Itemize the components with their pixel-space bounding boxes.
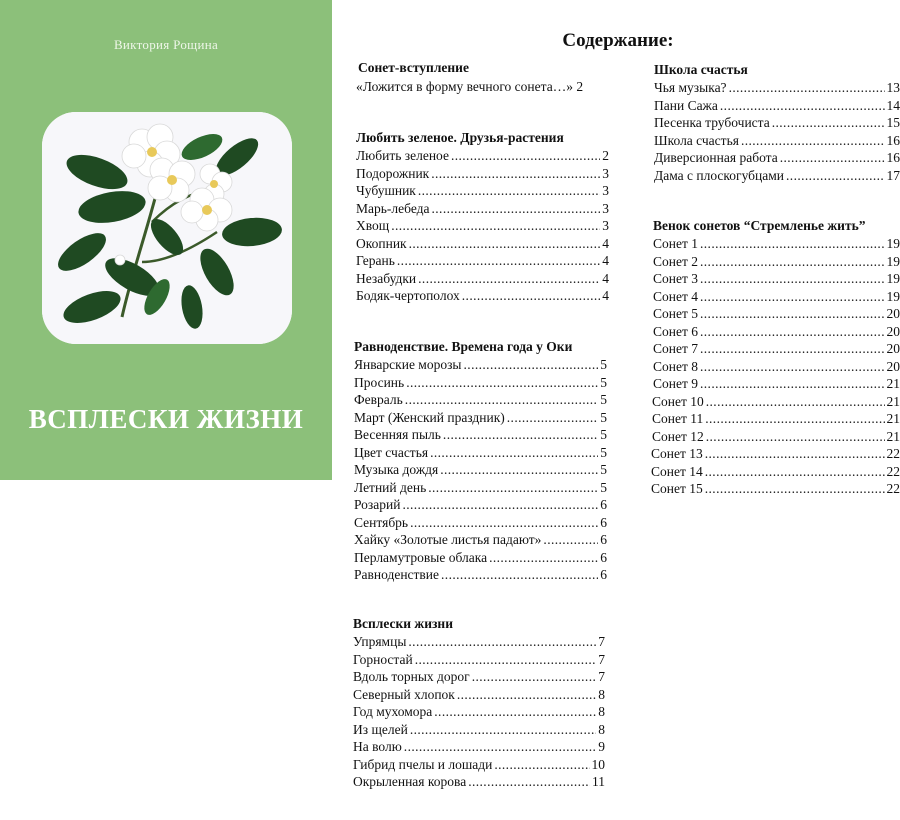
entry-page: 6: [600, 497, 607, 512]
entry-page: 8: [598, 686, 605, 702]
toc-entry: [354, 514, 607, 531]
entry-title: Упрямцы: [353, 634, 407, 649]
entry-page: 3: [602, 200, 609, 216]
toc-entry: [353, 686, 605, 703]
toc-entry: [654, 114, 900, 131]
entry-page: 4: [602, 235, 609, 251]
entry-page: 20: [886, 306, 900, 321]
entry-page: 19: [886, 271, 900, 286]
toc-entry: [353, 668, 605, 685]
entry-page: 5: [600, 427, 607, 442]
entry-title: Просинь: [354, 374, 405, 390]
cover-author: Виктория Рощина: [113, 37, 219, 52]
entry-title: Хвощ: [356, 218, 390, 233]
entry-title: Сонет 14: [651, 463, 703, 479]
toc-entry: [356, 78, 583, 95]
entry-title: Сентябрь: [354, 514, 409, 530]
entry-title: Северный хлопок: [353, 686, 455, 702]
entry-page: 20: [886, 341, 900, 356]
entry-page: 20: [886, 358, 900, 374]
entry-page: 2: [576, 79, 584, 94]
entry-title: Чубушник: [356, 183, 416, 198]
toc-entry: [356, 270, 609, 287]
toc-entry: [653, 340, 900, 357]
entry-title: Песенка трубочиста: [654, 115, 770, 130]
entry-page: 4: [602, 253, 609, 268]
entry-page: 9: [598, 739, 605, 754]
entry-title: Сонет 13: [651, 446, 703, 461]
entry-page: 5: [600, 444, 607, 460]
entry-title: Музыка дождя: [354, 462, 439, 477]
entry-title: Подорожник: [356, 165, 430, 181]
toc-entry: [354, 479, 607, 496]
entry-page: 3: [602, 183, 609, 198]
toc-entry: [653, 375, 900, 392]
entry-title: Школа счастья: [654, 132, 739, 148]
jasmine-photo: [42, 112, 292, 344]
entry-page: 19: [886, 236, 900, 251]
entry-title: Из щелей: [353, 721, 408, 737]
entry-title: Гибрид пчелы и лошади: [353, 756, 493, 772]
entry-page: 5: [600, 462, 607, 477]
entry-title: Сонет 11: [652, 411, 704, 426]
entry-page: 22: [886, 446, 900, 461]
toc-entry: [353, 756, 605, 773]
entry-page: 8: [598, 721, 605, 737]
entry-title: Сонет 15: [651, 481, 703, 496]
entry-title: Незабудки: [356, 270, 417, 286]
toc-entry: [651, 463, 900, 480]
toc-entry: [353, 633, 605, 650]
toc-entry: [356, 217, 609, 234]
toc-entry: [354, 566, 607, 583]
toc-entry: [353, 773, 605, 790]
entry-page: 6: [600, 567, 607, 582]
entry-page: 21: [886, 393, 900, 409]
entry-page: 8: [598, 704, 605, 719]
entry-title: На волю: [353, 739, 402, 754]
entry-page: 5: [600, 357, 607, 372]
entry-title: Бодяк-чертополох: [356, 288, 460, 303]
toc-entry: [354, 549, 607, 566]
entry-page: 14: [886, 97, 900, 113]
toc-entry: [356, 147, 609, 164]
toc-entry: [653, 358, 900, 375]
entry-title: Февраль: [354, 392, 403, 407]
entry-page: 22: [886, 463, 900, 479]
entry-title: Дама с плоскогубцами: [654, 167, 785, 183]
entry-title: Горностай: [353, 651, 413, 667]
entry-page: 7: [598, 669, 605, 684]
entry-page: 16: [886, 132, 900, 148]
toc-entry: [652, 410, 900, 427]
entry-page: 21: [886, 428, 900, 444]
entry-title: Пани Сажа: [654, 97, 718, 113]
toc-entry: [354, 531, 607, 548]
section-title: Школа счастья: [654, 62, 748, 77]
contents-heading: Содержание:: [562, 30, 674, 51]
section-title: Венок сонетов “Стремленье жить”: [653, 218, 866, 233]
toc-entry: [356, 165, 609, 182]
entry-page: 15: [886, 115, 900, 130]
toc-entry: [356, 200, 609, 217]
toc-entry: [353, 738, 605, 755]
entry-title: Розарий: [354, 497, 401, 512]
entry-page: 6: [600, 532, 607, 547]
toc-entry: [653, 323, 900, 340]
entry-page: 11: [592, 774, 605, 789]
entry-page: 22: [886, 481, 900, 496]
entry-title: Сонет 7: [653, 341, 698, 356]
toc-entry: [353, 703, 605, 720]
entry-title: Сонет 1: [653, 236, 698, 251]
toc-entry: [354, 409, 607, 426]
entry-page: 6: [600, 514, 607, 530]
toc-entry: [653, 288, 900, 305]
entry-title: Окрыленная корова: [353, 774, 467, 789]
entry-title: Сонет 9: [653, 376, 698, 391]
toc-entry: [354, 356, 607, 373]
entry-title: Сонет 4: [653, 288, 698, 304]
entry-title: Диверсионная работа: [654, 150, 778, 165]
entry-page: 13: [886, 80, 900, 95]
entry-title: Летний день: [354, 479, 427, 495]
toc-entry: [356, 252, 609, 269]
toc-entry: [653, 235, 900, 252]
entry-title: Сонет 8: [653, 358, 698, 374]
entry-page: 2: [602, 148, 609, 163]
entry-page: 5: [600, 374, 607, 390]
toc-entry: [654, 97, 900, 114]
toc-entry: [354, 496, 607, 513]
entry-title: Цвет счастья: [354, 444, 429, 460]
toc-entry: [654, 149, 900, 166]
section-title: Равноденствие. Времена года у Оки: [354, 339, 573, 354]
toc-entry: [353, 651, 605, 668]
toc-entry: [356, 182, 609, 199]
entry-title: Окопник: [356, 235, 407, 251]
book-cover: [0, 0, 332, 480]
entry-page: 19: [886, 253, 900, 269]
entry-title: Перламутровые облака: [354, 549, 488, 565]
entry-page: 3: [602, 218, 609, 233]
entry-page: 20: [886, 323, 900, 339]
entry-title: «Ложится в форму вечного сонета…»: [356, 79, 573, 94]
cover-title: ВСПЛЕСКИ ЖИЗНИ: [28, 404, 304, 434]
toc-entry: [653, 270, 900, 287]
entry-page: 3: [602, 165, 609, 181]
entry-page: 21: [886, 411, 900, 426]
section-title: Всплески жизни: [353, 616, 453, 631]
entry-title: Март (Женский праздник): [354, 409, 505, 425]
toc-entry: [652, 393, 900, 410]
toc-entry: [354, 391, 607, 408]
toc-entry: [654, 79, 900, 96]
toc-entry: [354, 426, 607, 443]
entry-title: Январские морозы: [354, 357, 462, 372]
entry-page: 21: [886, 376, 900, 391]
entry-page: 4: [602, 270, 609, 286]
toc-entry: [651, 480, 900, 497]
toc-entry: [356, 287, 609, 304]
entry-title: Сонет 3: [653, 271, 698, 286]
entry-page: 5: [600, 409, 607, 425]
entry-page: 7: [598, 634, 605, 649]
toc-entry: [653, 305, 900, 322]
entry-page: 17: [886, 167, 900, 183]
toc-entry: [354, 374, 607, 391]
entry-title: Хайку «Золотые листья падают»: [354, 532, 542, 547]
entry-title: Сонет 10: [652, 393, 704, 409]
toc-entry: [653, 253, 900, 270]
toc-entry: [654, 167, 900, 184]
entry-title: Год мухомора: [353, 704, 433, 719]
toc-entry: [353, 721, 605, 738]
entry-title: Любить зеленое: [356, 148, 449, 163]
entry-title: Сонет 5: [653, 306, 698, 321]
entry-title: Марь-лебеда: [356, 200, 430, 216]
entry-page: 16: [886, 150, 900, 165]
entry-page: 4: [602, 288, 609, 303]
entry-title: Герань: [356, 253, 395, 268]
entry-page: 5: [600, 479, 607, 495]
toc-entry: [651, 445, 900, 462]
entry-title: Чья музыка?: [654, 80, 727, 95]
entry-title: Сонет 12: [652, 428, 704, 444]
toc-entry: [654, 132, 900, 149]
entry-title: Вдоль торных дорог: [353, 669, 470, 684]
entry-page: 7: [598, 651, 605, 667]
entry-title: Сонет 2: [653, 253, 698, 269]
entry-page: 5: [600, 392, 607, 407]
toc-entry: [356, 235, 609, 252]
toc-entry: [354, 444, 607, 461]
toc-entry: [652, 428, 900, 445]
entry-title: Весенняя пыль: [354, 427, 441, 442]
toc-entry: [354, 461, 607, 478]
entry-page: 10: [591, 756, 605, 772]
entry-title: Сонет 6: [653, 323, 698, 339]
entry-page: 19: [886, 288, 900, 304]
section-title: Сонет-вступление: [358, 60, 469, 75]
entry-page: 6: [600, 549, 607, 565]
entry-title: Равноденствие: [354, 567, 440, 582]
section-title: Любить зеленое. Друзья-растения: [356, 130, 564, 145]
